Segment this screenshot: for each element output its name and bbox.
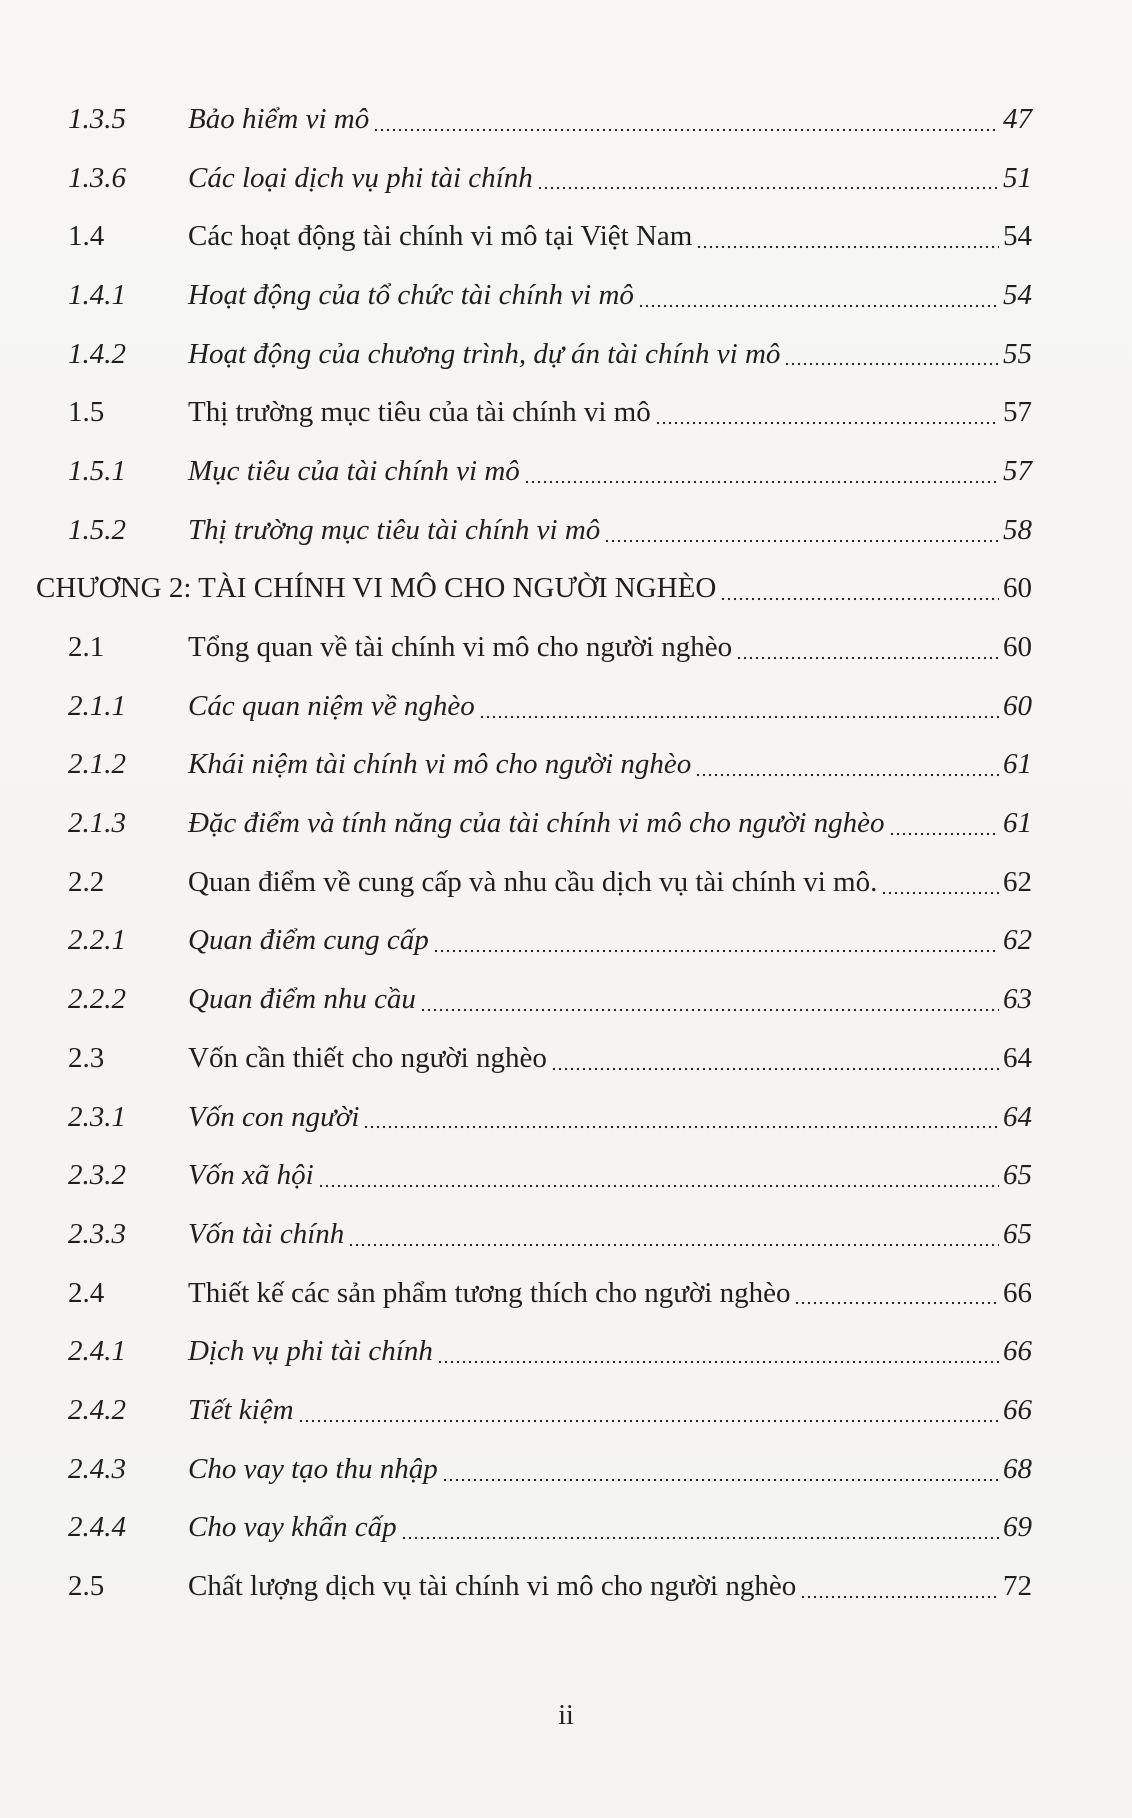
toc-entry-number: 1.3.6 xyxy=(68,161,126,194)
toc-entry-number: 2.3 xyxy=(68,1041,105,1074)
table-of-contents xyxy=(36,90,1032,1616)
dot-leader xyxy=(433,948,999,954)
toc-chapter-heading xyxy=(36,560,1032,619)
dot-leader xyxy=(695,772,999,778)
toc-entry-number: 2.1.1 xyxy=(68,689,126,722)
toc-entry-number: 2.2.2 xyxy=(68,983,126,1016)
toc-entry-title: Các quan niệm về nghèo xyxy=(188,689,475,722)
dot-leader xyxy=(696,244,999,250)
dot-leader xyxy=(401,1535,999,1541)
toc-entry-number: 1.5 xyxy=(68,396,105,429)
dot-leader xyxy=(524,479,999,485)
toc-entry-page-number: 60 xyxy=(1003,572,1032,605)
dot-leader xyxy=(442,1477,999,1483)
toc-entry-page-number: 60 xyxy=(1003,689,1032,722)
toc-entry-page-number: 66 xyxy=(1003,1393,1032,1426)
dot-leader xyxy=(479,714,999,720)
toc-entry-page-number: 60 xyxy=(1003,631,1032,664)
toc-entry-page-number: 66 xyxy=(1003,1276,1032,1309)
toc-entry-title: Vốn tài chính xyxy=(188,1217,345,1250)
toc-entry xyxy=(36,1440,1032,1499)
toc-entry-title: CHƯƠNG 2: TÀI CHÍNH VI MÔ CHO NGƯỜI NGHÈO xyxy=(36,572,717,605)
toc-entry-title: Vốn con người xyxy=(188,1100,360,1133)
toc-entry-page-number: 55 xyxy=(1003,337,1032,370)
toc-entry xyxy=(36,1557,1032,1616)
dot-leader xyxy=(655,420,999,426)
toc-entry-page-number: 54 xyxy=(1003,220,1032,253)
toc-entry-title: Các loại dịch vụ phi tài chính xyxy=(188,161,533,194)
dot-leader xyxy=(437,1359,999,1365)
dot-leader xyxy=(298,1418,999,1424)
toc-entry-title: Các hoạt động tài chính vi mô tại Việt Nam xyxy=(188,220,693,253)
toc-entry-title: Khái niệm tài chính vi mô cho người nghèo xyxy=(188,748,692,781)
dot-leader xyxy=(604,538,999,544)
toc-entry-page-number: 47 xyxy=(1003,102,1032,135)
dot-leader xyxy=(373,127,999,133)
toc-entry xyxy=(36,1381,1032,1440)
dot-leader xyxy=(348,1242,999,1248)
toc-entry-title: Vốn xã hội xyxy=(188,1159,314,1192)
toc-entry-title: Thiết kế các sản phẩm tương thích cho người nghèo xyxy=(188,1276,791,1309)
toc-entry-title: Quan điểm về cung cấp và nhu cầu dịch vụ tài chính vi mô. xyxy=(188,865,878,898)
toc-entry xyxy=(36,1499,1032,1558)
toc-entry-page-number: 64 xyxy=(1003,1041,1032,1074)
toc-entry-page-number: 68 xyxy=(1003,1452,1032,1485)
toc-entry xyxy=(36,90,1032,149)
toc-entry xyxy=(36,970,1032,1029)
toc-entry xyxy=(36,677,1032,736)
toc-entry-page-number: 63 xyxy=(1003,983,1032,1016)
toc-entry-title: Hoạt động của chương trình, dự án tài chính vi mô xyxy=(188,337,781,370)
toc-entry-number: 1.4.2 xyxy=(68,337,126,370)
toc-entry-page-number: 65 xyxy=(1003,1217,1032,1250)
toc-entry-page-number: 62 xyxy=(1003,924,1032,957)
toc-entry-title: Mục tiêu của tài chính vi mô xyxy=(188,454,520,487)
toc-entry xyxy=(36,442,1032,501)
toc-entry-title: Cho vay tạo thu nhập xyxy=(188,1452,438,1485)
toc-entry-number: 2.4.1 xyxy=(68,1335,126,1368)
dot-leader xyxy=(736,655,999,661)
toc-entry-page-number: 57 xyxy=(1003,396,1032,429)
toc-entry-number: 2.1 xyxy=(68,631,105,664)
dot-leader xyxy=(794,1300,999,1306)
toc-entry-page-number: 51 xyxy=(1003,161,1032,194)
toc-entry xyxy=(36,325,1032,384)
toc-entry-page-number: 57 xyxy=(1003,454,1032,487)
dot-leader xyxy=(420,1007,999,1013)
dot-leader xyxy=(881,890,999,896)
toc-entry-number: 1.4 xyxy=(68,220,105,253)
dot-leader xyxy=(784,361,999,367)
toc-entry-number: 2.1.3 xyxy=(68,807,126,840)
toc-entry xyxy=(36,1088,1032,1147)
toc-entry-title: Thị trường mục tiêu tài chính vi mô xyxy=(188,513,601,546)
toc-entry xyxy=(36,1205,1032,1264)
toc-entry-page-number: 72 xyxy=(1003,1570,1032,1603)
toc-entry xyxy=(36,266,1032,325)
toc-entry-number: 1.5.2 xyxy=(68,513,126,546)
toc-entry-number: 2.2.1 xyxy=(68,924,126,957)
dot-leader xyxy=(800,1594,999,1600)
toc-entry-number: 2.1.2 xyxy=(68,748,126,781)
toc-entry-title: Chất lượng dịch vụ tài chính vi mô cho người nghèo xyxy=(188,1570,797,1603)
toc-entry-title: Thị trường mục tiêu của tài chính vi mô xyxy=(188,396,651,429)
dot-leader xyxy=(318,1183,999,1189)
dot-leader xyxy=(363,1124,999,1130)
toc-entry-number: 2.5 xyxy=(68,1570,105,1603)
toc-entry xyxy=(36,501,1032,560)
dot-leader xyxy=(537,185,999,191)
toc-entry-title: Hoạt động của tổ chức tài chính vi mô xyxy=(188,278,634,311)
toc-entry-number: 2.3.1 xyxy=(68,1100,126,1133)
toc-entry-number: 1.3.5 xyxy=(68,102,126,135)
toc-entry-title: Quan điểm cung cấp xyxy=(188,924,429,957)
toc-entry-number: 1.5.1 xyxy=(68,454,126,487)
dot-leader xyxy=(720,596,999,602)
toc-entry-title: Bảo hiểm vi mô xyxy=(188,102,370,135)
toc-entry-page-number: 69 xyxy=(1003,1511,1032,1544)
toc-entry-page-number: 54 xyxy=(1003,278,1032,311)
toc-entry-page-number: 61 xyxy=(1003,807,1032,840)
toc-entry-number: 2.2 xyxy=(68,865,105,898)
toc-entry-number: 2.4 xyxy=(68,1276,105,1309)
dot-leader xyxy=(889,831,999,837)
toc-entry-title: Vốn cần thiết cho người nghèo xyxy=(188,1041,547,1074)
page-number-footer: ii xyxy=(558,1700,574,1731)
dot-leader xyxy=(551,1066,999,1072)
toc-entry-page-number: 66 xyxy=(1003,1335,1032,1368)
toc-entry-number: 2.4.2 xyxy=(68,1393,126,1426)
toc-entry xyxy=(36,853,1032,912)
toc-entry xyxy=(36,794,1032,853)
toc-entry xyxy=(36,383,1032,442)
toc-entry-page-number: 65 xyxy=(1003,1159,1032,1192)
toc-entry-number: 1.4.1 xyxy=(68,278,126,311)
toc-entry xyxy=(36,1146,1032,1205)
toc-entry xyxy=(36,149,1032,208)
toc-entry xyxy=(36,618,1032,677)
toc-entry-page-number: 64 xyxy=(1003,1100,1032,1133)
toc-entry xyxy=(36,736,1032,795)
toc-entry-page-number: 61 xyxy=(1003,748,1032,781)
toc-entry xyxy=(36,1264,1032,1323)
toc-entry-title: Tổng quan về tài chính vi mô cho người nghèo xyxy=(188,631,733,664)
toc-entry-title: Tiết kiệm xyxy=(188,1393,294,1426)
toc-entry-number: 2.3.2 xyxy=(68,1159,126,1192)
toc-entry-title: Đặc điểm và tính năng của tài chính vi mô cho người nghèo xyxy=(188,807,885,840)
toc-entry-title: Cho vay khẩn cấp xyxy=(188,1511,397,1544)
toc-entry-title: Dịch vụ phi tài chính xyxy=(188,1335,433,1368)
toc-entry xyxy=(36,1029,1032,1088)
toc-entry-number: 2.4.3 xyxy=(68,1452,126,1485)
toc-entry-number: 2.3.3 xyxy=(68,1217,126,1250)
toc-entry xyxy=(36,207,1032,266)
toc-entry-title: Quan điểm nhu cầu xyxy=(188,983,416,1016)
dot-leader xyxy=(638,303,999,309)
toc-entry-page-number: 58 xyxy=(1003,513,1032,546)
toc-entry-number: 2.4.4 xyxy=(68,1511,126,1544)
toc-entry-page-number: 62 xyxy=(1003,865,1032,898)
toc-entry xyxy=(36,1322,1032,1381)
toc-entry xyxy=(36,912,1032,971)
